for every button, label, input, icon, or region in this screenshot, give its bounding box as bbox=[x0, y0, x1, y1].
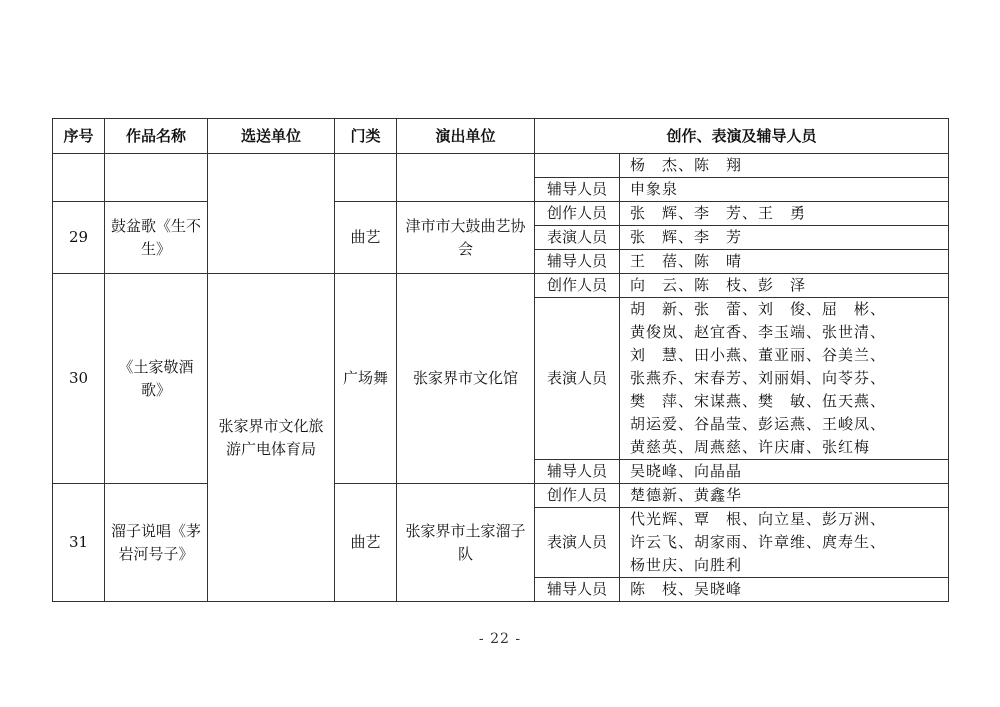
name-line: 黄俊岚、赵宜香、李玉端、张世清、 bbox=[630, 323, 887, 341]
header-staff: 创作、表演及辅导人员 bbox=[535, 119, 949, 154]
table-header-row bbox=[53, 119, 949, 154]
entry31-no: 31 bbox=[53, 484, 105, 602]
entry31-guide-role: 辅导人员 bbox=[535, 578, 620, 602]
entry29-create-role: 创作人员 bbox=[535, 202, 620, 226]
name-line: 胡 新、张 蕾、刘 俊、屈 彬、 bbox=[630, 300, 887, 318]
name-line: 杨世庆、向胜利 bbox=[630, 556, 743, 574]
entry30-perform-names bbox=[620, 298, 949, 460]
entry30-create-names: 向 云、陈 枝、彭 泽 bbox=[620, 274, 949, 298]
continuation-no-cell bbox=[53, 154, 105, 202]
header-unit: 选送单位 bbox=[208, 119, 335, 154]
name-line: 代光辉、覃 根、向立星、彭万洲、 bbox=[630, 510, 887, 528]
entry30-create-role: 创作人员 bbox=[535, 274, 620, 298]
continuation-work-cell bbox=[105, 154, 208, 202]
name-line: 樊 萍、宋谋燕、樊 敏、伍天燕、 bbox=[630, 392, 887, 410]
entry30-no: 30 bbox=[53, 274, 105, 484]
header-no: 序号 bbox=[53, 119, 105, 154]
entry29-guide-role: 辅导人员 bbox=[535, 250, 620, 274]
entry29-no: 29 bbox=[53, 202, 105, 274]
name-line: 刘 慧、田小燕、董亚丽、谷美兰、 bbox=[630, 346, 887, 364]
continuation-unit-cell bbox=[208, 154, 335, 274]
continuation-role-cell bbox=[535, 154, 620, 178]
header-work: 作品名称 bbox=[105, 119, 208, 154]
header-performer: 演出单位 bbox=[397, 119, 535, 154]
entry31-create-names: 楚德新、黄鑫华 bbox=[620, 484, 949, 508]
staff-roster-table bbox=[52, 118, 949, 602]
table-row bbox=[53, 484, 949, 508]
entry29-create-names: 张 辉、李 芳、王 勇 bbox=[620, 202, 949, 226]
name-line: 胡运爱、谷晶莹、彭运燕、王峻凤、 bbox=[630, 415, 887, 433]
entry29-category: 曲艺 bbox=[335, 202, 397, 274]
entry31-perform-names bbox=[620, 508, 949, 578]
continuation-category-cell bbox=[335, 154, 397, 202]
entry31-create-role: 创作人员 bbox=[535, 484, 620, 508]
page-number: - 22 - bbox=[478, 631, 522, 647]
continuation-names: 杨 杰、陈 翔 bbox=[620, 154, 949, 178]
continuation-guide-names: 申象泉 bbox=[620, 178, 949, 202]
table-row bbox=[53, 202, 949, 226]
entry31-category: 曲艺 bbox=[335, 484, 397, 602]
entry30-guide-role: 辅导人员 bbox=[535, 460, 620, 484]
entry30-work: 《土家敬酒歌》 bbox=[105, 274, 208, 484]
continuation-performer-cell bbox=[397, 154, 535, 202]
entry29-guide-names: 王 蓓、陈 晴 bbox=[620, 250, 949, 274]
table-row bbox=[53, 154, 949, 178]
name-line: 许云飞、胡家雨、许章维、庹寿生、 bbox=[630, 533, 887, 551]
entry29-perform-names: 张 辉、李 芳 bbox=[620, 226, 949, 250]
shared-unit-cell: 张家界市文化旅游广电体育局 bbox=[208, 274, 335, 602]
entry31-work: 溜子说唱《茅岩河号子》 bbox=[105, 484, 208, 602]
entry30-guide-names: 吴晓峰、向晶晶 bbox=[620, 460, 949, 484]
entry29-work: 鼓盆歌《生不生》 bbox=[105, 202, 208, 274]
header-category: 门类 bbox=[335, 119, 397, 154]
entry31-perform-role: 表演人员 bbox=[535, 508, 620, 578]
table-row bbox=[53, 274, 949, 298]
name-line: 黄慈英、周燕慈、许庆庸、张红梅 bbox=[630, 438, 871, 456]
entry30-category: 广场舞 bbox=[335, 274, 397, 484]
entry29-performer: 津市市大鼓曲艺协会 bbox=[397, 202, 535, 274]
continuation-guide-role: 辅导人员 bbox=[535, 178, 620, 202]
entry29-perform-role: 表演人员 bbox=[535, 226, 620, 250]
entry30-perform-role: 表演人员 bbox=[535, 298, 620, 460]
entry30-performer: 张家界市文化馆 bbox=[397, 274, 535, 484]
name-line: 张燕乔、宋春芳、刘丽娟、向苓芬、 bbox=[630, 369, 887, 387]
entry31-performer: 张家界市土家溜子队 bbox=[397, 484, 535, 602]
entry31-guide-names: 陈 枝、吴晓峰 bbox=[620, 578, 949, 602]
